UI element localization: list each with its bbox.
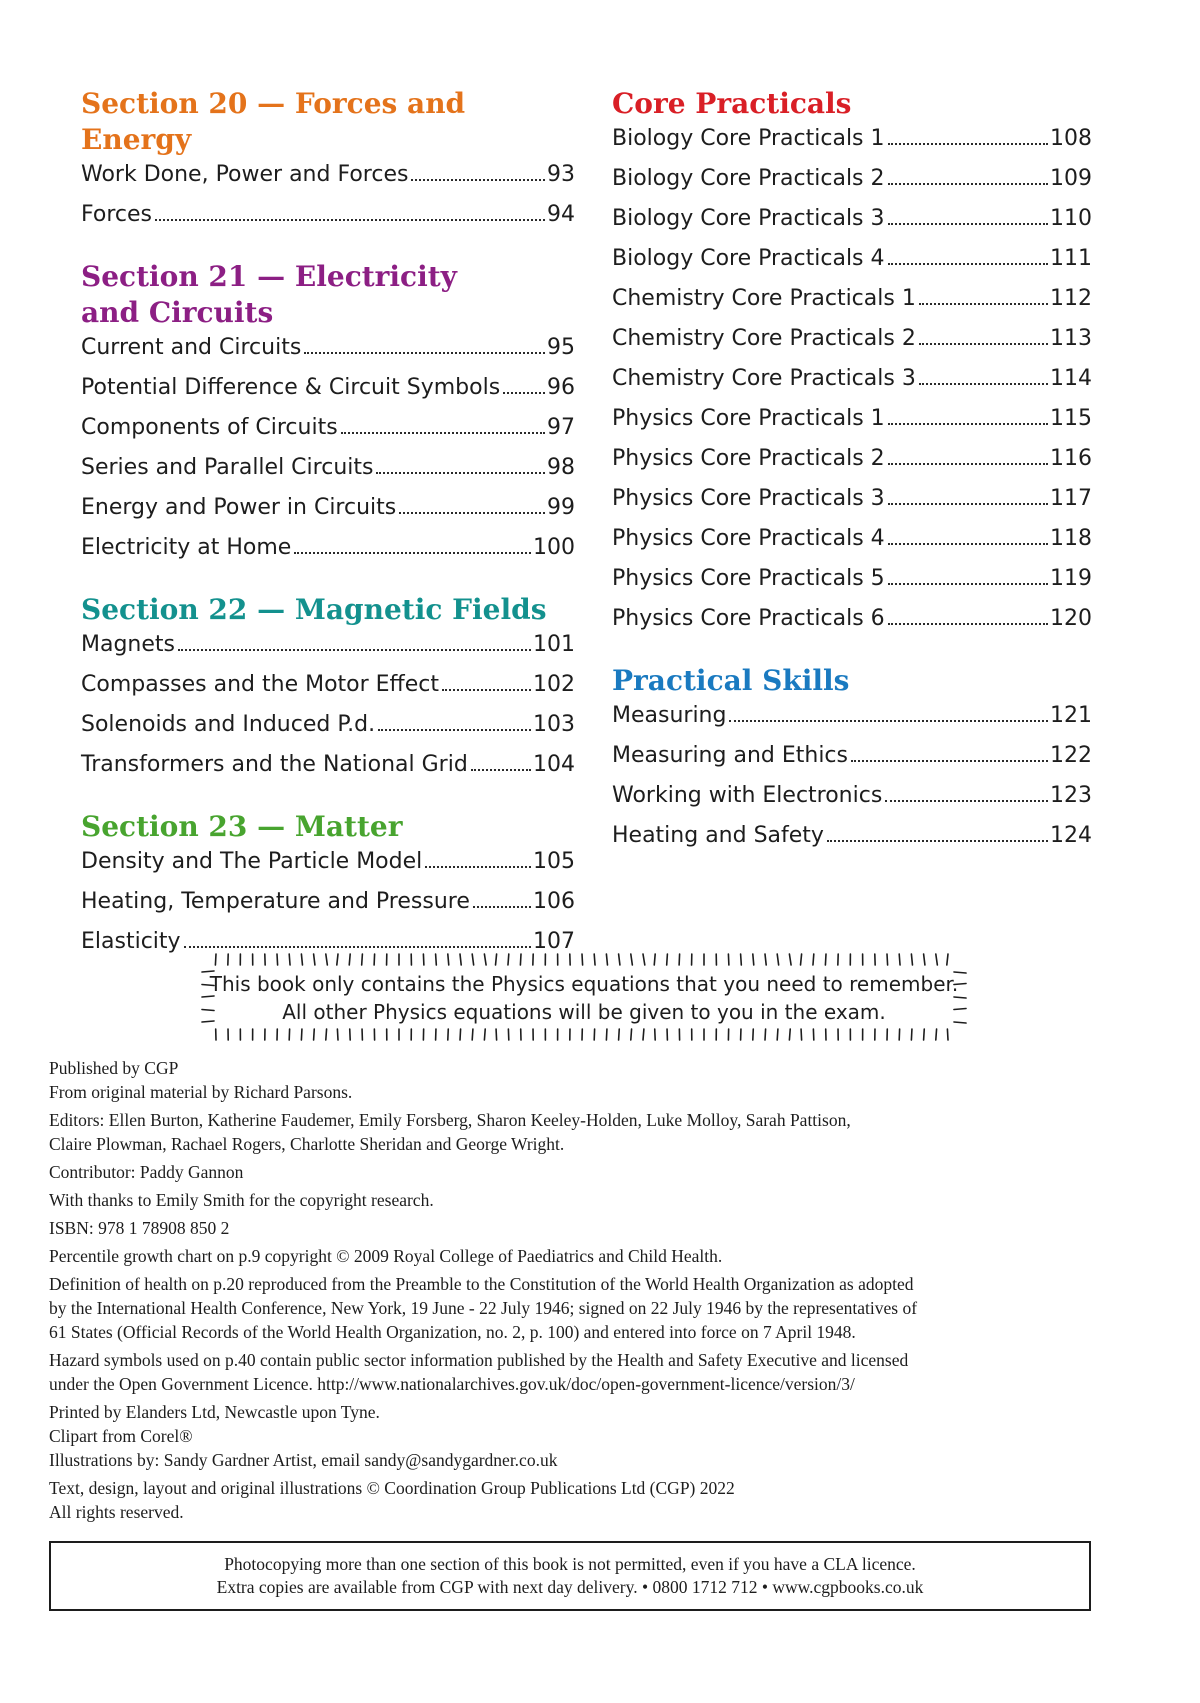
dot-leader — [888, 462, 1048, 465]
entry-label: Physics Core Practicals 5 — [612, 566, 885, 591]
equations-note — [198, 952, 970, 1042]
toc-entry[interactable] — [81, 535, 575, 575]
toc-entry[interactable] — [612, 166, 1092, 206]
toc-entry[interactable] — [81, 162, 575, 202]
dot-leader — [888, 182, 1048, 185]
entry-page: 118 — [1050, 526, 1092, 551]
entry-label: Series and Parallel Circuits — [81, 455, 374, 480]
entry-label: Biology Core Practicals 1 — [612, 126, 885, 151]
entry-label: Heating and Safety — [612, 823, 824, 848]
entry-label: Electricity at Home — [81, 535, 292, 560]
imprint-rights: All rights reserved. — [49, 1502, 184, 1522]
dot-leader — [888, 502, 1048, 505]
note-line: This book only contains the Physics equations that you need to remember. — [209, 972, 959, 996]
toc-entry[interactable] — [612, 703, 1092, 743]
toc-entry[interactable] — [81, 849, 575, 889]
toc-entry[interactable] — [81, 335, 575, 375]
entry-page: 104 — [533, 752, 575, 777]
entry-label: Elasticity — [81, 929, 181, 954]
imprint-copyright: Text, design, layout and original illustrations © Coordination Group Publications Ltd (CGP) 2022 — [49, 1478, 735, 1498]
dot-leader — [919, 382, 1048, 385]
entry-label: Density and The Particle Model — [81, 849, 423, 874]
notice-line: Photocopying more than one section of this book is not permitted, even if you have a CLA licence. — [224, 1554, 916, 1574]
dot-leader — [827, 839, 1048, 842]
notice-line: Extra copies are available from CGP with next day delivery. • 0800 1712 712 • www.cgpbooks.co.uk — [216, 1577, 924, 1597]
imprint-editors: Editors: Ellen Burton, Katherine Faudemer, Emily Forsberg, Sharon Keeley-Holden, Luke Molloy, Sarah Pattison, — [49, 1110, 851, 1130]
toc-entry[interactable] — [612, 246, 1092, 286]
entry-page: 123 — [1050, 783, 1092, 808]
entry-label: Chemistry Core Practicals 2 — [612, 326, 916, 351]
entry-label: Potential Difference & Circuit Symbols — [81, 375, 501, 400]
dot-leader — [919, 342, 1048, 345]
imprint-health-3: 61 States (Official Records of the World Health Organization, no. 2, p. 100) and entered into force on 7 April 1948. — [49, 1322, 856, 1342]
entry-page: 109 — [1050, 166, 1092, 191]
toc-entry[interactable] — [612, 783, 1092, 823]
toc-entry[interactable] — [81, 415, 575, 455]
dot-leader — [376, 471, 545, 474]
imprint-growth-chart: Percentile growth chart on p.9 copyright © 2009 Royal College of Paediatrics and Child Health. — [49, 1246, 723, 1266]
entry-page: 103 — [533, 712, 575, 737]
entry-label: Chemistry Core Practicals 3 — [612, 366, 916, 391]
dot-leader — [851, 759, 1048, 762]
entry-label: Measuring — [612, 703, 727, 728]
entry-page: 108 — [1050, 126, 1092, 151]
imprint-health-1: Definition of health on p.20 reproduced from the Preamble to the Constitution of the World Health Organization as adopted — [49, 1274, 914, 1294]
toc-section — [81, 809, 575, 969]
dot-leader — [399, 511, 545, 514]
entry-label: Biology Core Practicals 4 — [612, 246, 885, 271]
dot-leader — [888, 622, 1048, 625]
toc-entry[interactable] — [81, 712, 575, 752]
entry-label: Components of Circuits — [81, 415, 338, 440]
toc-entry[interactable] — [612, 743, 1092, 783]
entry-label: Physics Core Practicals 3 — [612, 486, 885, 511]
toc-entry[interactable] — [612, 326, 1092, 366]
toc-entry[interactable] — [612, 366, 1092, 406]
imprint-editors-cont: Claire Plowman, Rachael Rogers, Charlotte Sheridan and George Wright. — [49, 1134, 565, 1154]
entry-page: 120 — [1050, 606, 1092, 631]
toc-entry[interactable] — [81, 375, 575, 415]
entry-label: Work Done, Power and Forces — [81, 162, 409, 187]
dot-leader — [888, 542, 1048, 545]
toc-section — [81, 592, 575, 792]
toc-entry[interactable] — [612, 206, 1092, 246]
entry-label: Magnets — [81, 632, 175, 657]
imprint-printer: Printed by Elanders Ltd, Newcastle upon Tyne. — [49, 1402, 380, 1422]
imprint-hazard-1: Hazard symbols used on p.40 contain public sector information published by the Health and Safety Executive and licensed — [49, 1350, 909, 1370]
entry-label: Solenoids and Induced P.d. — [81, 712, 376, 737]
entry-label: Heating, Temperature and Pressure — [81, 889, 470, 914]
entry-page: 105 — [533, 849, 575, 874]
toc-section — [612, 86, 1092, 646]
entry-label: Transformers and the National Grid — [81, 752, 468, 777]
entry-page: 110 — [1050, 206, 1092, 231]
toc-entry[interactable] — [612, 606, 1092, 646]
dot-leader — [888, 262, 1048, 265]
dot-leader — [294, 551, 531, 554]
entry-label: Measuring and Ethics — [612, 743, 848, 768]
toc-entry[interactable] — [81, 672, 575, 712]
entry-page: 99 — [547, 495, 575, 520]
entry-page: 100 — [533, 535, 575, 560]
toc-entry[interactable] — [612, 566, 1092, 606]
entry-label: Current and Circuits — [81, 335, 302, 360]
dot-leader — [378, 728, 531, 731]
dot-leader — [888, 222, 1048, 225]
entry-page: 116 — [1050, 446, 1092, 471]
dot-leader — [411, 178, 545, 181]
dot-leader — [304, 351, 545, 354]
section-title: Practical Skills — [612, 664, 850, 697]
entry-label: Compasses and the Motor Effect — [81, 672, 439, 697]
imprint-publisher: Published by CGP — [49, 1058, 179, 1078]
entry-page: 98 — [547, 455, 575, 480]
entry-page: 115 — [1050, 406, 1092, 431]
entry-page: 121 — [1050, 703, 1092, 728]
dot-leader — [888, 142, 1048, 145]
entry-page: 113 — [1050, 326, 1092, 351]
toc-section — [81, 86, 575, 242]
entry-page: 97 — [547, 415, 575, 440]
toc-entry[interactable] — [612, 126, 1092, 166]
entry-page: 96 — [547, 375, 575, 400]
toc-entry[interactable] — [81, 752, 575, 792]
entry-label: Physics Core Practicals 2 — [612, 446, 885, 471]
imprint-illustrations: Illustrations by: Sandy Gardner Artist, email sandy@sandygardner.co.uk — [49, 1450, 558, 1470]
publication-imprint — [49, 1056, 1099, 1528]
photocopy-notice — [49, 1541, 1091, 1611]
dot-leader — [341, 431, 545, 434]
entry-page: 122 — [1050, 743, 1092, 768]
toc-entry[interactable] — [81, 455, 575, 495]
toc-entry[interactable] — [612, 406, 1092, 446]
note-line: All other Physics equations will be given to you in the exam. — [282, 1000, 886, 1024]
entry-page: 106 — [533, 889, 575, 914]
section-title: Section 20 — Forces and Energy — [81, 87, 466, 156]
toc-entry[interactable] — [612, 286, 1092, 326]
toc-entry[interactable] — [612, 446, 1092, 486]
entry-label: Working with Electronics — [612, 783, 883, 808]
entry-label: Physics Core Practicals 6 — [612, 606, 885, 631]
entry-page: 111 — [1050, 246, 1092, 271]
entry-label: Energy and Power in Circuits — [81, 495, 397, 520]
toc-entry[interactable] — [81, 495, 575, 535]
entry-label: Forces — [81, 202, 152, 227]
entry-page: 101 — [533, 632, 575, 657]
dot-leader — [888, 582, 1048, 585]
toc-entry[interactable] — [81, 202, 575, 242]
entry-label: Physics Core Practicals 1 — [612, 406, 885, 431]
entry-page: 102 — [533, 672, 575, 697]
dot-leader — [885, 799, 1048, 802]
imprint-clipart: Clipart from Corel® — [49, 1426, 193, 1446]
imprint-contributor: Contributor: Paddy Gannon — [49, 1162, 244, 1182]
toc-entry[interactable] — [81, 889, 575, 929]
toc-section — [81, 259, 575, 575]
entry-label: Chemistry Core Practicals 1 — [612, 286, 916, 311]
entry-page: 114 — [1050, 366, 1092, 391]
entry-page: 93 — [547, 162, 575, 187]
entry-label: Biology Core Practicals 3 — [612, 206, 885, 231]
imprint-isbn: ISBN: 978 1 78908 850 2 — [49, 1218, 230, 1238]
dot-leader — [888, 422, 1048, 425]
entry-page: 112 — [1050, 286, 1092, 311]
entry-page: 95 — [547, 335, 575, 360]
entry-page: 107 — [533, 929, 575, 954]
toc-entry[interactable] — [81, 632, 575, 672]
toc-entry[interactable] — [612, 486, 1092, 526]
imprint-thanks: With thanks to Emily Smith for the copyright research. — [49, 1190, 434, 1210]
entry-page: 124 — [1050, 823, 1092, 848]
section-title: Section 23 — Matter — [81, 810, 403, 843]
dot-leader — [473, 905, 531, 908]
entry-page: 119 — [1050, 566, 1092, 591]
entry-page: 94 — [547, 202, 575, 227]
dot-leader — [425, 865, 531, 868]
dot-leader — [442, 688, 531, 691]
entry-page: 117 — [1050, 486, 1092, 511]
toc-section — [612, 663, 1092, 863]
dot-leader — [178, 648, 531, 651]
imprint-hazard-2: under the Open Government Licence. http://www.nationalarchives.gov.uk/doc/open-government-licence/version/3/ — [49, 1374, 855, 1394]
section-title: Section 22 — Magnetic Fields — [81, 593, 547, 626]
imprint-health-2: by the International Health Conference, New York, 19 June - 22 July 1946; signed on 22 July 1946 by the representatives of — [49, 1298, 918, 1318]
dot-leader — [503, 391, 545, 394]
left-column — [81, 86, 575, 986]
dot-leader — [471, 768, 531, 771]
section-title: Section 21 — Electricity and Circuits — [81, 260, 457, 329]
entry-label: Physics Core Practicals 4 — [612, 526, 885, 551]
note-text — [198, 970, 970, 1026]
dot-leader — [919, 302, 1048, 305]
toc-entry[interactable] — [612, 526, 1092, 566]
dot-leader — [184, 945, 531, 948]
right-column — [612, 86, 1092, 880]
dot-leader — [729, 719, 1048, 722]
section-title: Core Practicals — [612, 87, 852, 120]
toc-entry[interactable] — [612, 823, 1092, 863]
imprint-original: From original material by Richard Parsons. — [49, 1082, 353, 1102]
dot-leader — [155, 218, 545, 221]
entry-label: Biology Core Practicals 2 — [612, 166, 885, 191]
